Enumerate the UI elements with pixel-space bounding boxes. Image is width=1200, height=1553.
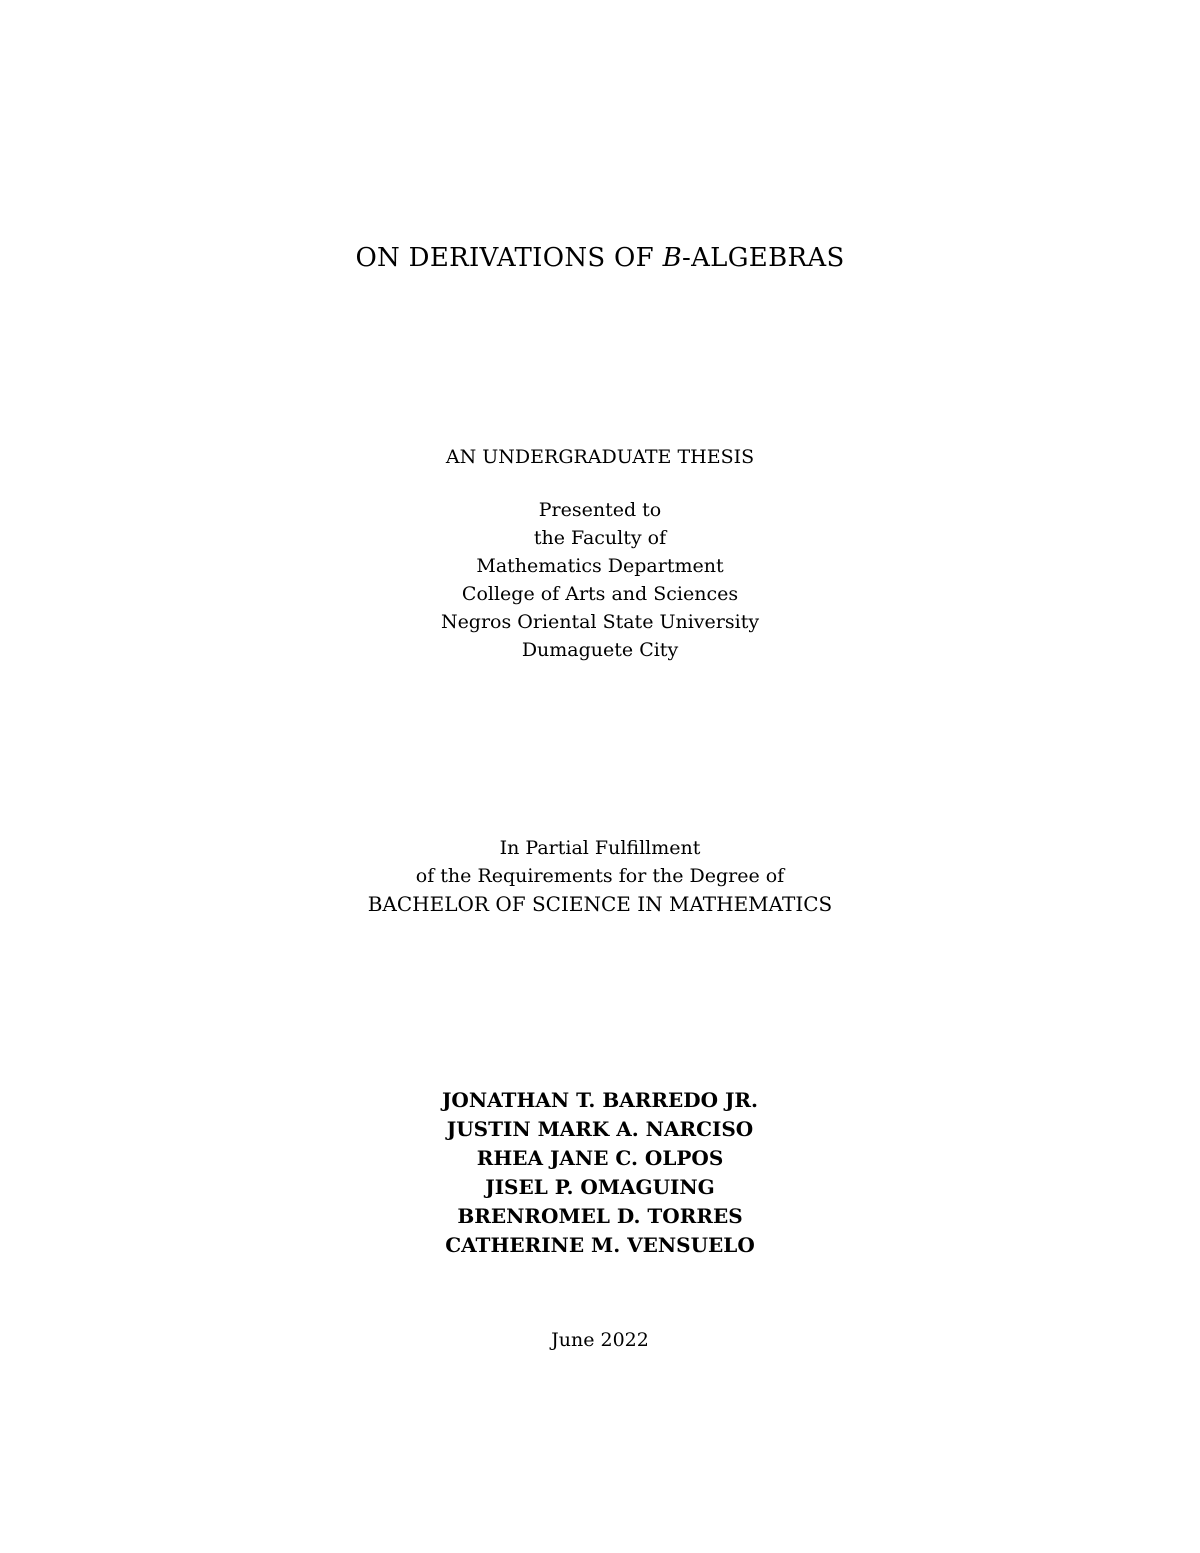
fulfillment-line: of the Requirements for the Degree of — [415, 865, 785, 887]
author-name: CATHERINE M. VENSUELO — [445, 1233, 755, 1257]
presented-to-block — [0, 496, 1200, 664]
presented-line: the Faculty of — [533, 527, 667, 549]
degree-name: BACHELOR OF SCIENCE IN MATHEMATICS — [367, 892, 833, 916]
authors-list — [0, 1086, 1200, 1260]
author-name: RHEA JANE C. OLPOS — [476, 1146, 724, 1170]
submission-date: June 2022 — [551, 1329, 649, 1351]
fulfillment-block — [0, 834, 1200, 918]
thesis-title-prefix: ON DERIVATIONS OF — [355, 243, 663, 273]
presented-line: Negros Oriental State University — [440, 611, 760, 633]
presented-line: Dumaguete City — [521, 639, 679, 661]
thesis-type: AN UNDERGRADUATE THESIS — [445, 446, 755, 468]
presented-line: Presented to — [538, 499, 662, 521]
presented-line: Mathematics Department — [476, 555, 724, 577]
thesis-title-math-symbol: B — [662, 243, 683, 273]
author-name: BRENROMEL D. TORRES — [457, 1204, 743, 1228]
presented-line: College of Arts and Sciences — [461, 583, 739, 605]
thesis-title-suffix: -ALGEBRAS — [682, 243, 845, 273]
thesis-title — [0, 240, 1200, 276]
author-name: JUSTIN MARK A. NARCISO — [446, 1117, 754, 1141]
author-name: JISEL P. OMAGUING — [485, 1175, 715, 1199]
fulfillment-line: In Partial Fulfillment — [499, 837, 701, 859]
author-name: JONATHAN T. BARREDO JR. — [441, 1088, 759, 1112]
